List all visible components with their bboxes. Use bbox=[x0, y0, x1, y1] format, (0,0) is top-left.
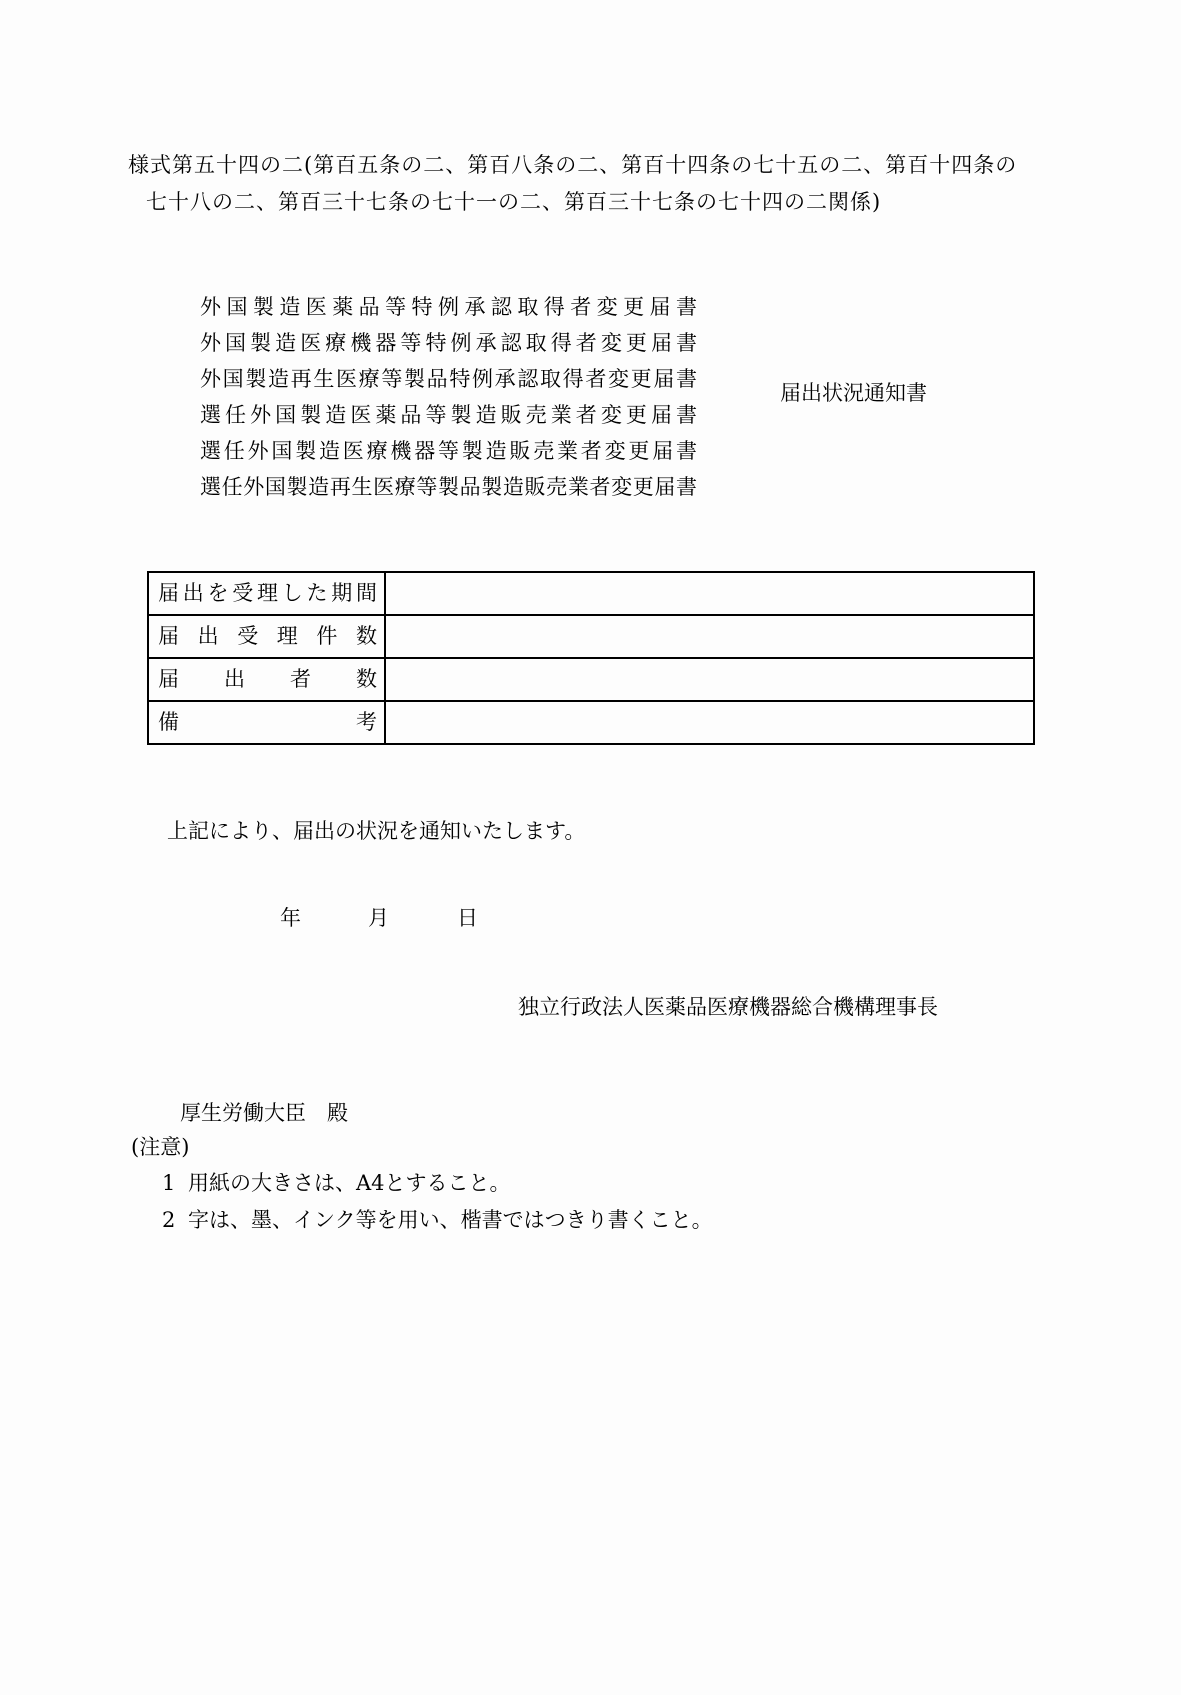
row-label: 届出者数 bbox=[158, 666, 377, 691]
form-title-line: 外国製造医薬品等特例承認取得者変更届書 bbox=[200, 295, 697, 319]
notification-statement: 上記により、届出の状況を通知いたします。 bbox=[167, 819, 586, 843]
addressee: 厚生労働大臣 殿 bbox=[180, 1101, 348, 1125]
table-row bbox=[148, 701, 1034, 744]
row-value-cell bbox=[385, 701, 1034, 744]
row-label: 備考 bbox=[158, 709, 377, 734]
row-label-cell bbox=[148, 615, 385, 658]
table-row bbox=[148, 658, 1034, 701]
note-item bbox=[162, 1171, 511, 1196]
table-row bbox=[148, 572, 1034, 615]
row-value-cell bbox=[385, 615, 1034, 658]
row-label-cell bbox=[148, 658, 385, 701]
form-number-line1: 様式第五十四の二(第百五条の二、第百八条の二、第百十四条の七十五の二、第百十四条の bbox=[128, 153, 1018, 177]
form-title-line: 選任外国製造医薬品等製造販売業者変更届書 bbox=[200, 403, 697, 427]
row-label: 届出を受理した期間 bbox=[158, 580, 377, 605]
note-text: 字は、墨、インク等を用い、楷書ではつきり書くこと。 bbox=[188, 1208, 713, 1232]
notification-status-table bbox=[147, 571, 1035, 745]
month-label: 月 bbox=[368, 906, 389, 930]
table-row bbox=[148, 615, 1034, 658]
year-label: 年 bbox=[280, 906, 301, 930]
row-label: 届出受理件数 bbox=[158, 623, 377, 648]
row-value-cell bbox=[385, 658, 1034, 701]
form-title-line: 外国製造医療機器等特例承認取得者変更届書 bbox=[200, 331, 697, 355]
row-label-cell bbox=[148, 572, 385, 615]
form-title-line: 外国製造再生医療等製品特例承認取得者変更届書 bbox=[200, 367, 697, 391]
row-label-cell bbox=[148, 701, 385, 744]
row-value-cell bbox=[385, 572, 1034, 615]
date-line bbox=[280, 906, 478, 931]
note-text: 用紙の大きさは、A4とすること。 bbox=[188, 1171, 511, 1195]
issuer-name: 独立行政法人医薬品医療機器総合機構理事長 bbox=[518, 995, 938, 1019]
day-label: 日 bbox=[457, 906, 478, 930]
form-title-line: 選任外国製造医療機器等製造販売業者変更届書 bbox=[200, 439, 697, 463]
document-title: 届出状況通知書 bbox=[780, 381, 927, 405]
notes-heading: (注意) bbox=[131, 1135, 190, 1159]
form-number-line2: 七十八の二、第百三十七条の七十一の二、第百三十七条の七十四の二関係) bbox=[146, 190, 882, 214]
note-number: 2 bbox=[162, 1208, 176, 1232]
form-title-list bbox=[200, 289, 697, 505]
note-item bbox=[162, 1208, 713, 1233]
form-title-line: 選任外国製造再生医療等製品製造販売業者変更届書 bbox=[200, 475, 697, 499]
note-number: 1 bbox=[162, 1171, 176, 1195]
